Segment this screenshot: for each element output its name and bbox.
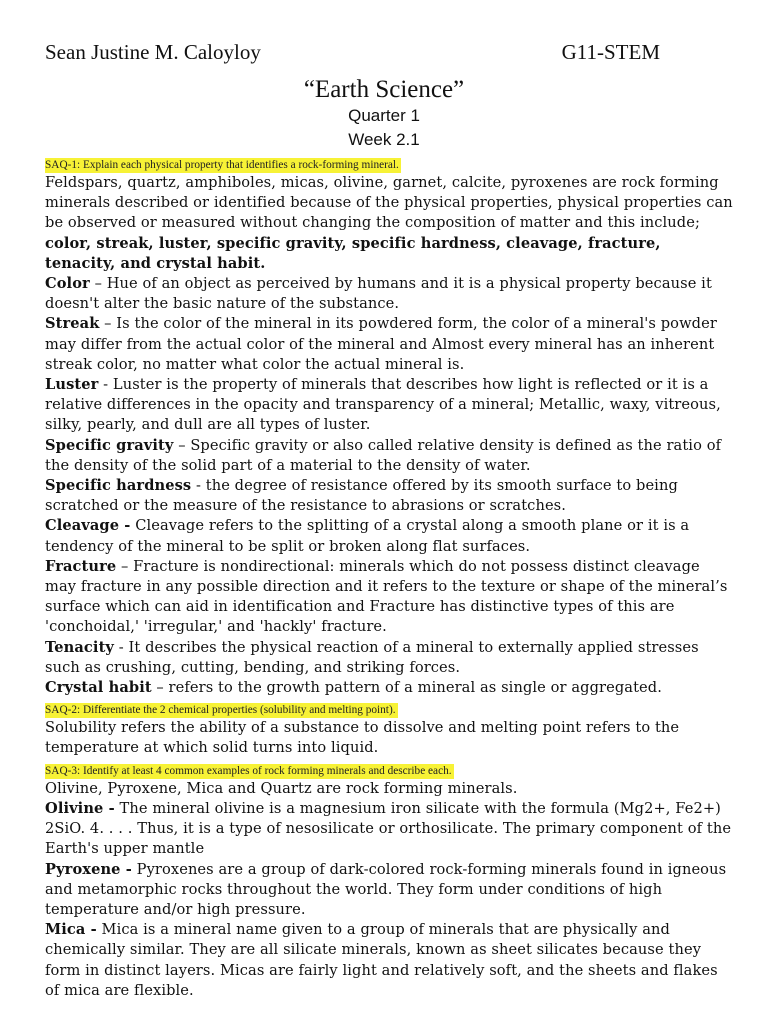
property-fracture — [45, 557, 735, 638]
property-luster — [45, 375, 735, 436]
property-color — [45, 274, 735, 314]
mineral-mica — [45, 920, 735, 1001]
week-label: Week 2.1 — [348, 130, 420, 149]
property-term: Crystal habit — [45, 679, 152, 697]
property-specific-hardness — [45, 476, 735, 516]
saq2-answer: Solubility refers the ability of a substance to dissolve and melting point refers to the temperature at which solid turns into liquid. — [45, 719, 680, 757]
quarter-label: Quarter 1 — [348, 106, 420, 125]
mineral-pyroxene — [45, 860, 735, 921]
property-text: – Is the color of the mineral in its powdered form, the color of a mineral's powder may differ from the actual color of the mineral and Almost every mineral has an inherent streak color, no matter what color the actual mineral is. — [45, 315, 717, 373]
document-header — [45, 40, 660, 66]
property-term: Cleavage - — [45, 517, 131, 535]
property-text: - the degree of resistance offered by its smooth surface to being scratched or the measure of the resistance to abrasions or scratches. — [45, 477, 678, 515]
mineral-term: Mica - — [45, 921, 97, 939]
property-term: Streak — [45, 315, 100, 333]
property-text: – Specific gravity or also called relative density is defined as the ratio of the density of the solid part of a material to the density of water. — [45, 436, 722, 474]
property-specific-gravity — [45, 436, 735, 476]
property-text: – Hue of an object as perceived by humans and it is a physical property because it doesn't alter the basic nature of the substance. — [45, 275, 712, 313]
saq3-intro: Olivine, Pyroxene, Mica and Quartz are rock forming minerals. — [45, 779, 518, 797]
property-term: Color — [45, 275, 90, 293]
mineral-term: Pyroxene - — [45, 860, 132, 878]
mineral-term: Olivine - — [45, 799, 115, 817]
student-name: Sean Justine M. Caloyloy — [45, 40, 261, 64]
saq1-intro — [45, 173, 735, 274]
saq1-question: SAQ-1: Explain each physical property that identifies a rock-forming mineral. — [45, 159, 399, 171]
property-term: Fracture — [45, 557, 117, 575]
saq3-question: SAQ-3: Identify at least 4 common examples of rock forming minerals and describe each. — [45, 764, 452, 777]
document-body — [45, 153, 735, 1001]
property-streak — [45, 314, 735, 375]
property-tenacity — [45, 638, 735, 678]
property-text: – Fracture is nondirectional: minerals which do not possess distinct cleavage may fracture in any possible direction and it refers to the texture or shape of the mineral’s surface which can aid in identification and Fracture has distinctive types of this are 'conchoidal,' 'irregular,' and 'hackly' fracture. — [45, 557, 728, 636]
property-term: Specific hardness — [45, 477, 192, 495]
mineral-text: Mica is a mineral name given to a group of minerals that are physically and chemically similar. They are all silicate minerals, known as sheet silicates because they form in distinct layers. Micas are fairly light and relatively soft, and the sheets and flakes of mica are flexible. — [45, 921, 718, 999]
property-text: - Luster is the property of minerals that describes how light is reflected or it is a relative differences in the opacity and transparency of a mineral; Metallic, waxy, vitreous, silky, pearly, and dull are all types of luster. — [45, 376, 721, 434]
property-text: Cleavage refers to the splitting of a crystal along a smooth plane or it is a tendency of the mineral to be split or broken along flat surfaces. — [45, 517, 690, 555]
document-title: “Earth Science” — [303, 76, 465, 103]
mineral-text: Pyroxenes are a group of dark-colored rock-forming minerals found in igneous and metamorphic rocks throughout the world. They form under conditions of high temperature and/or high pressure. — [45, 860, 727, 918]
property-cleavage — [45, 516, 735, 556]
mineral-text: The mineral olivine is a magnesium iron silicate with the formula (Mg2+, Fe2+) 2SiO. 4. . . . Thus, it is a type of nesosilicate or orthosilicate. The primary component of the Earth's upper mantle — [45, 799, 732, 858]
property-term: Tenacity — [45, 638, 114, 656]
property-term: Specific gravity — [45, 436, 174, 454]
saq1-intro-text: Feldspars, quartz, amphiboles, micas, olivine, garnet, calcite, pyroxenes are rock forming minerals described or identified because of the physical properties, physical properties can be observed or measured without changing the composition of matter and this include; — [45, 174, 733, 232]
mineral-olivine — [45, 799, 735, 860]
student-section: G11-STEM — [561, 40, 660, 64]
saq1-intro-bold: color, streak, luster, specific gravity, specific hardness, cleavage, fracture, tenacity, and crystal habit. — [45, 234, 661, 272]
saq2-question: SAQ-2: Differentiate the 2 chemical properties (solubility and melting point). — [45, 704, 396, 717]
property-text: – refers to the growth pattern of a mineral as single or aggregated. — [151, 679, 662, 697]
property-term: Luster — [45, 376, 99, 394]
property-crystal-habit — [45, 678, 735, 698]
property-text: - It describes the physical reaction of a mineral to externally applied stresses such as crushing, cutting, bending, and striking forces. — [45, 638, 699, 676]
